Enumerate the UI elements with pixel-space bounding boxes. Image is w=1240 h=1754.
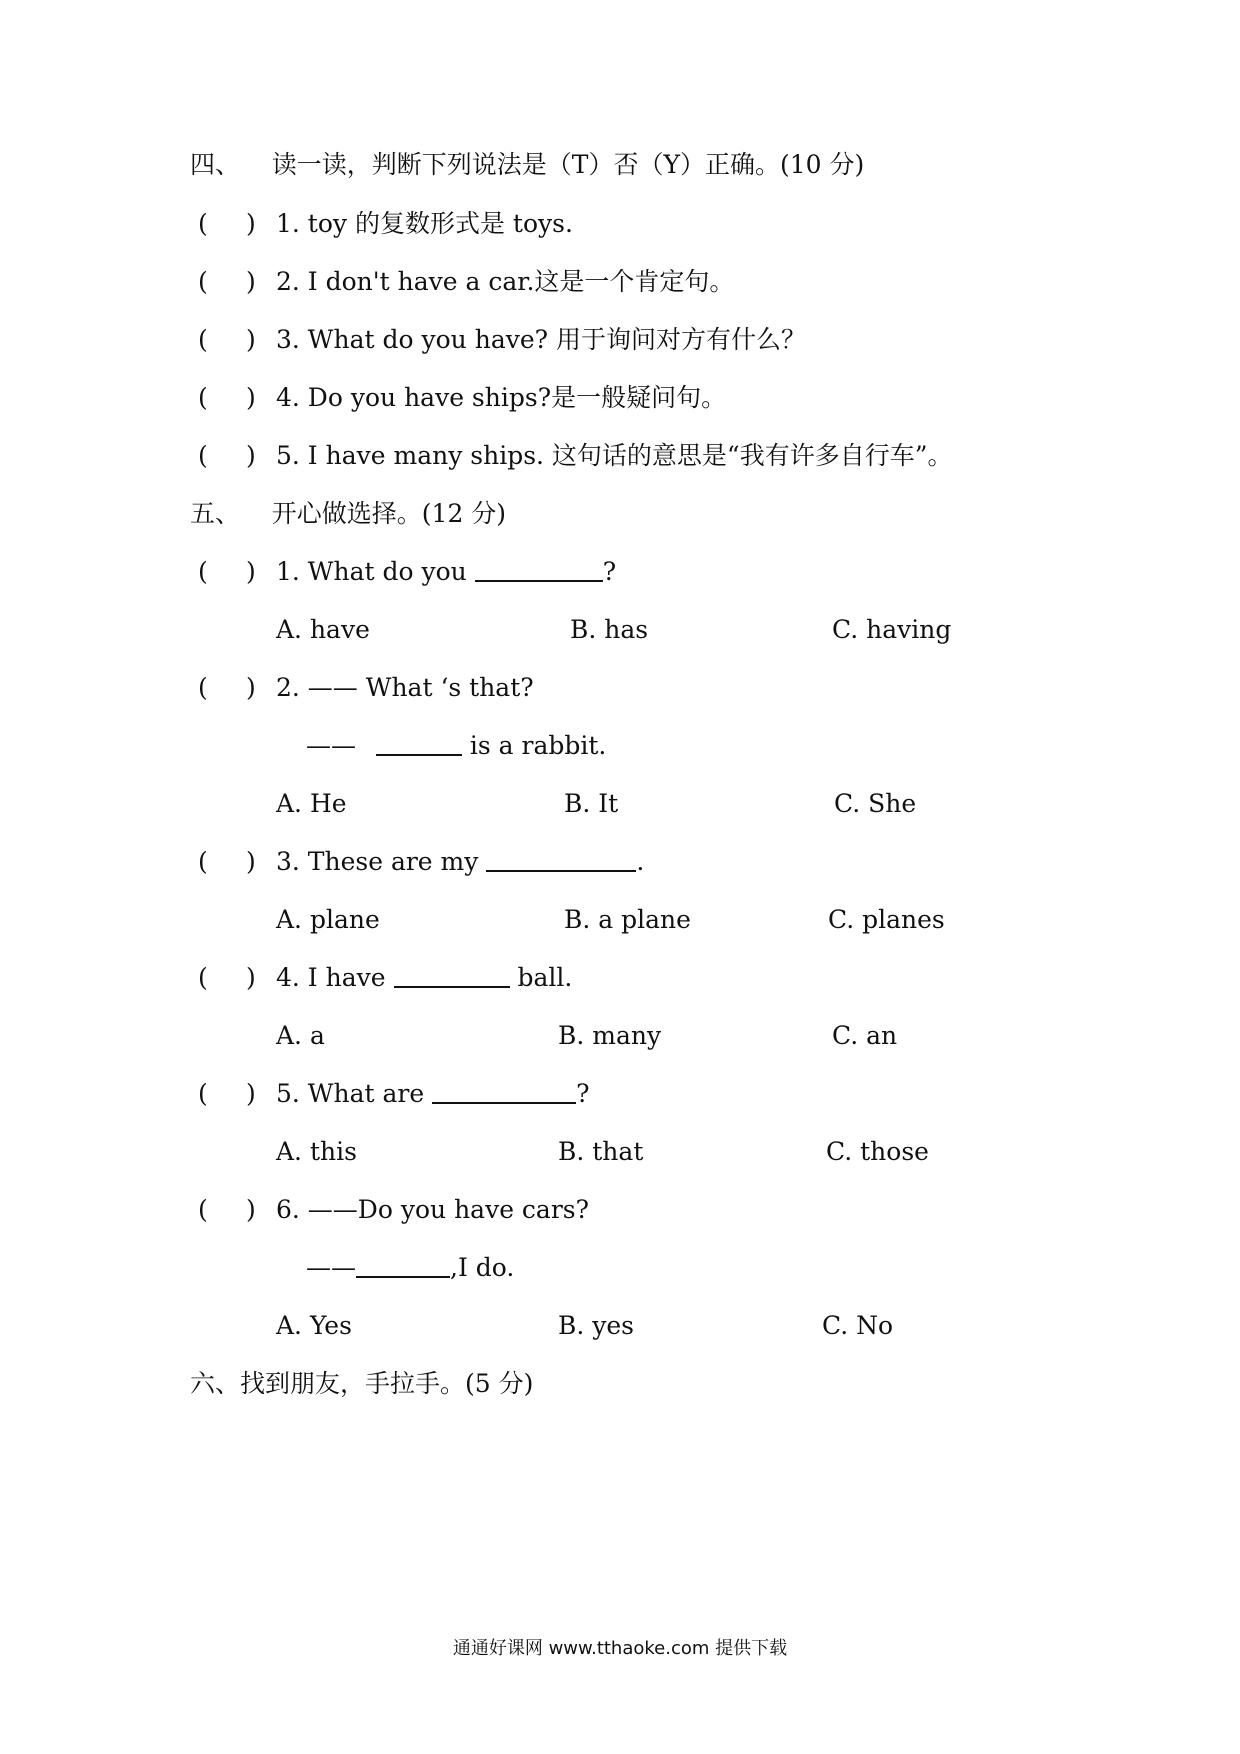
option-a: A. this (276, 1137, 357, 1166)
statement-text: 2. I don't have a car.这是一个肯定句。 (276, 267, 735, 296)
question-text: 6. ——Do you have cars? (276, 1195, 590, 1224)
answer-paren-close: ) (246, 673, 256, 702)
answer-end: ,I do. (450, 1253, 515, 1282)
section-4-title: 四、 读一读，判断下列说法是（T）否（Y）正确。(10 分) (190, 150, 865, 179)
option-a: A. plane (276, 905, 380, 934)
answer-blank (475, 558, 603, 582)
option-b: B. It (564, 789, 619, 818)
option-a: A. have (276, 615, 370, 644)
question-stem (276, 963, 572, 993)
answer-line (306, 1253, 514, 1283)
option-b: B. yes (558, 1311, 635, 1340)
statement-text: 1. toy 的复数形式是 toys. (276, 209, 573, 238)
option-a: A. a (276, 1021, 325, 1050)
answer-paren-open: ( (198, 441, 208, 470)
option-b: B. that (558, 1137, 644, 1166)
answer-paren-open: ( (198, 673, 208, 702)
answer-paren-open: ( (198, 209, 208, 238)
answer-paren-open: ( (198, 847, 208, 876)
answer-line (306, 731, 606, 761)
question-text: 5. What are (276, 1079, 425, 1108)
answer-paren-close: ) (246, 963, 256, 992)
answer-paren-close: ) (246, 325, 256, 354)
option-a: A. He (276, 789, 347, 818)
option-c: C. No (822, 1311, 894, 1340)
question-text: 2. —— What ‘s that? (276, 673, 534, 702)
answer-paren-open: ( (198, 325, 208, 354)
question-text: 1. What do you (276, 557, 467, 586)
option-c: C. having (832, 615, 952, 644)
answer-paren-close: ) (246, 441, 256, 470)
answer-blank (486, 848, 636, 872)
answer-blank (376, 732, 462, 756)
answer-paren-close: ) (246, 267, 256, 296)
dash-lead: —— (306, 1253, 356, 1282)
dash-lead: —— (306, 731, 356, 760)
question-end: . (636, 847, 645, 876)
answer-paren-open: ( (198, 963, 208, 992)
answer-paren-open: ( (198, 383, 208, 412)
question-stem (276, 847, 644, 877)
answer-blank (356, 1254, 450, 1278)
option-b: B. a plane (564, 905, 691, 934)
answer-paren-open: ( (198, 557, 208, 586)
answer-paren-open: ( (198, 267, 208, 296)
answer-blank (432, 1080, 576, 1104)
answer-paren-close: ) (246, 1079, 256, 1108)
answer-paren-close: ) (246, 383, 256, 412)
option-a: A. Yes (276, 1311, 352, 1340)
option-b: B. has (570, 615, 649, 644)
answer-paren-close: ) (246, 209, 256, 238)
answer-paren-close: ) (246, 1195, 256, 1224)
option-c: C. She (834, 789, 917, 818)
answer-end: is a rabbit. (469, 731, 607, 760)
section-6-title: 六、找到朋友，手拉手。(5 分) (190, 1369, 534, 1398)
section-5-title: 五、 开心做选择。(12 分) (190, 499, 507, 528)
page-footer: 通通好课网 www.tthaoke.com 提供下载 (452, 1638, 788, 1659)
answer-paren-close: ) (246, 557, 256, 586)
question-stem (276, 557, 616, 587)
question-end: ball. (517, 963, 573, 992)
statement-text: 3. What do you have? 用于询问对方有什么？ (276, 325, 806, 354)
question-stem (276, 1079, 590, 1109)
question-end: ? (576, 1079, 590, 1108)
answer-blank (394, 964, 510, 988)
statement-text: 4. Do you have ships?是一般疑问句。 (276, 383, 727, 412)
statement-text: 5. I have many ships. 这句话的意思是“我有许多自行车”。 (276, 441, 953, 470)
question-text: 4. I have (276, 963, 386, 992)
option-b: B. many (558, 1021, 662, 1050)
question-end: ? (602, 557, 617, 586)
answer-paren-open: ( (198, 1079, 208, 1108)
answer-paren-open: ( (198, 1195, 208, 1224)
option-c: C. those (826, 1137, 929, 1166)
question-text: 3. These are my (276, 847, 479, 876)
option-c: C. an (832, 1021, 898, 1050)
option-c: C. planes (828, 905, 945, 934)
answer-paren-close: ) (246, 847, 256, 876)
